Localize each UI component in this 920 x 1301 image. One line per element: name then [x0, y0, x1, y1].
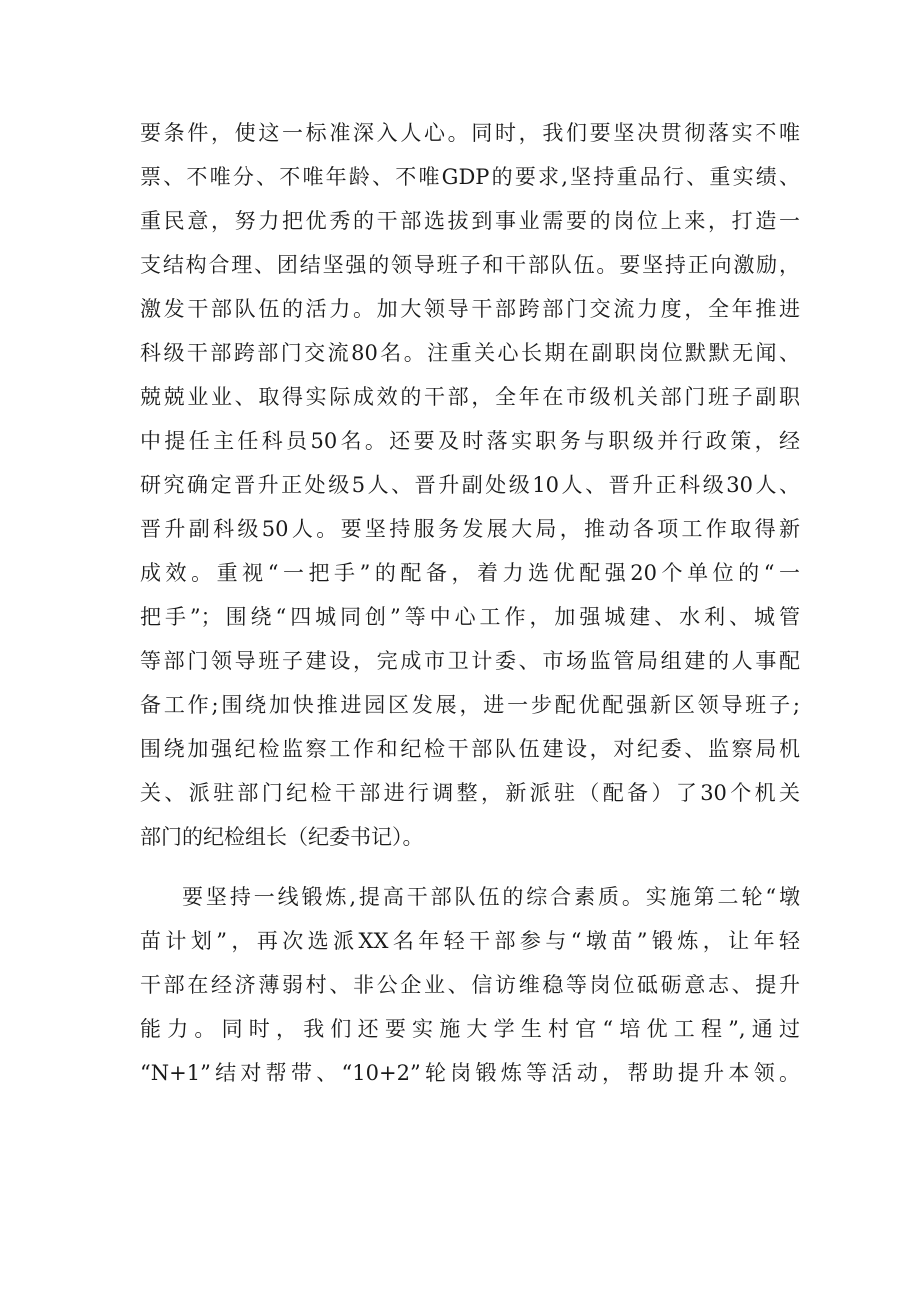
- paragraph-2-line-4: 能力。同时，我们还要实施大学生村官“培优工程”,通过: [140, 1017, 800, 1041]
- paragraph-1-line-13: 等部门领导班子建设，完成市卫计委、市场监管局组建的人事配: [140, 649, 800, 673]
- paragraph-1-line-11: 成效。重视“一把手”的配备，着力选优配强20个单位的“一: [140, 561, 800, 585]
- paragraph-1-line-17: 部门的纪检组长（纪委书记）。: [140, 825, 424, 849]
- paragraph-1-line-6: 科级干部跨部门交流80名。注重关心长期在副职岗位默默无闻、: [140, 341, 800, 365]
- paragraph-1-line-4: 支结构合理、团结坚强的领导班子和干部队伍。要坚持正向激励，: [140, 253, 800, 277]
- paragraph-1-line-12: 把手”；围绕“四城同创”等中心工作，加强城建、水利、城管: [140, 605, 800, 629]
- paragraph-1-line-15: 围绕加强纪检监察工作和纪检干部队伍建设，对纪委、监察局机: [140, 737, 800, 761]
- paragraph-1-line-2: 票、不唯分、不唯年龄、不唯GDP的要求,坚持重品行、重实绩、: [140, 165, 800, 189]
- paragraph-2-line-1: 要坚持一线锻炼,提高干部队伍的综合素质。实施第二轮“墩: [182, 885, 800, 909]
- paragraph-1-line-1: 要条件，使这一标准深入人心。同时，我们要坚决贯彻落实不唯: [140, 121, 800, 145]
- paragraph-1-line-3: 重民意，努力把优秀的干部选拔到事业需要的岗位上来，打造一: [140, 209, 800, 233]
- paragraph-1-line-5: 激发干部队伍的活力。加大领导干部跨部门交流力度，全年推进: [140, 297, 800, 321]
- paragraph-2-line-2: 苗计划”，再次选派XX名年轻干部参与“墩苗”锻炼，让年轻: [140, 929, 800, 953]
- paragraph-2-line-5: “N+1”结对帮带、“10+2”轮岗锻炼等活动，帮助提升本领。: [140, 1061, 800, 1085]
- paragraph-2-line-3: 干部在经济薄弱村、非公企业、信访维稳等岗位砥砺意志、提升: [140, 973, 800, 997]
- paragraph-1-line-8: 中提任主任科员50名。还要及时落实职务与职级并行政策，经: [140, 429, 800, 453]
- paragraph-1-line-16: 关、派驻部门纪检干部进行调整，新派驻（配备）了30个机关: [140, 781, 800, 805]
- paragraph-1-line-9: 研究确定晋升正处级5人、晋升副处级10人、晋升正科级30人、: [140, 473, 800, 497]
- paragraph-1-line-10: 晋升副科级50人。要坚持服务发展大局，推动各项工作取得新: [140, 517, 800, 541]
- paragraph-1-line-7: 兢兢业业、取得实际成效的干部，全年在市级机关部门班子副职: [140, 385, 800, 409]
- paragraph-1-line-14: 备工作;围绕加快推进园区发展，进一步配优配强新区领导班子;: [140, 693, 800, 717]
